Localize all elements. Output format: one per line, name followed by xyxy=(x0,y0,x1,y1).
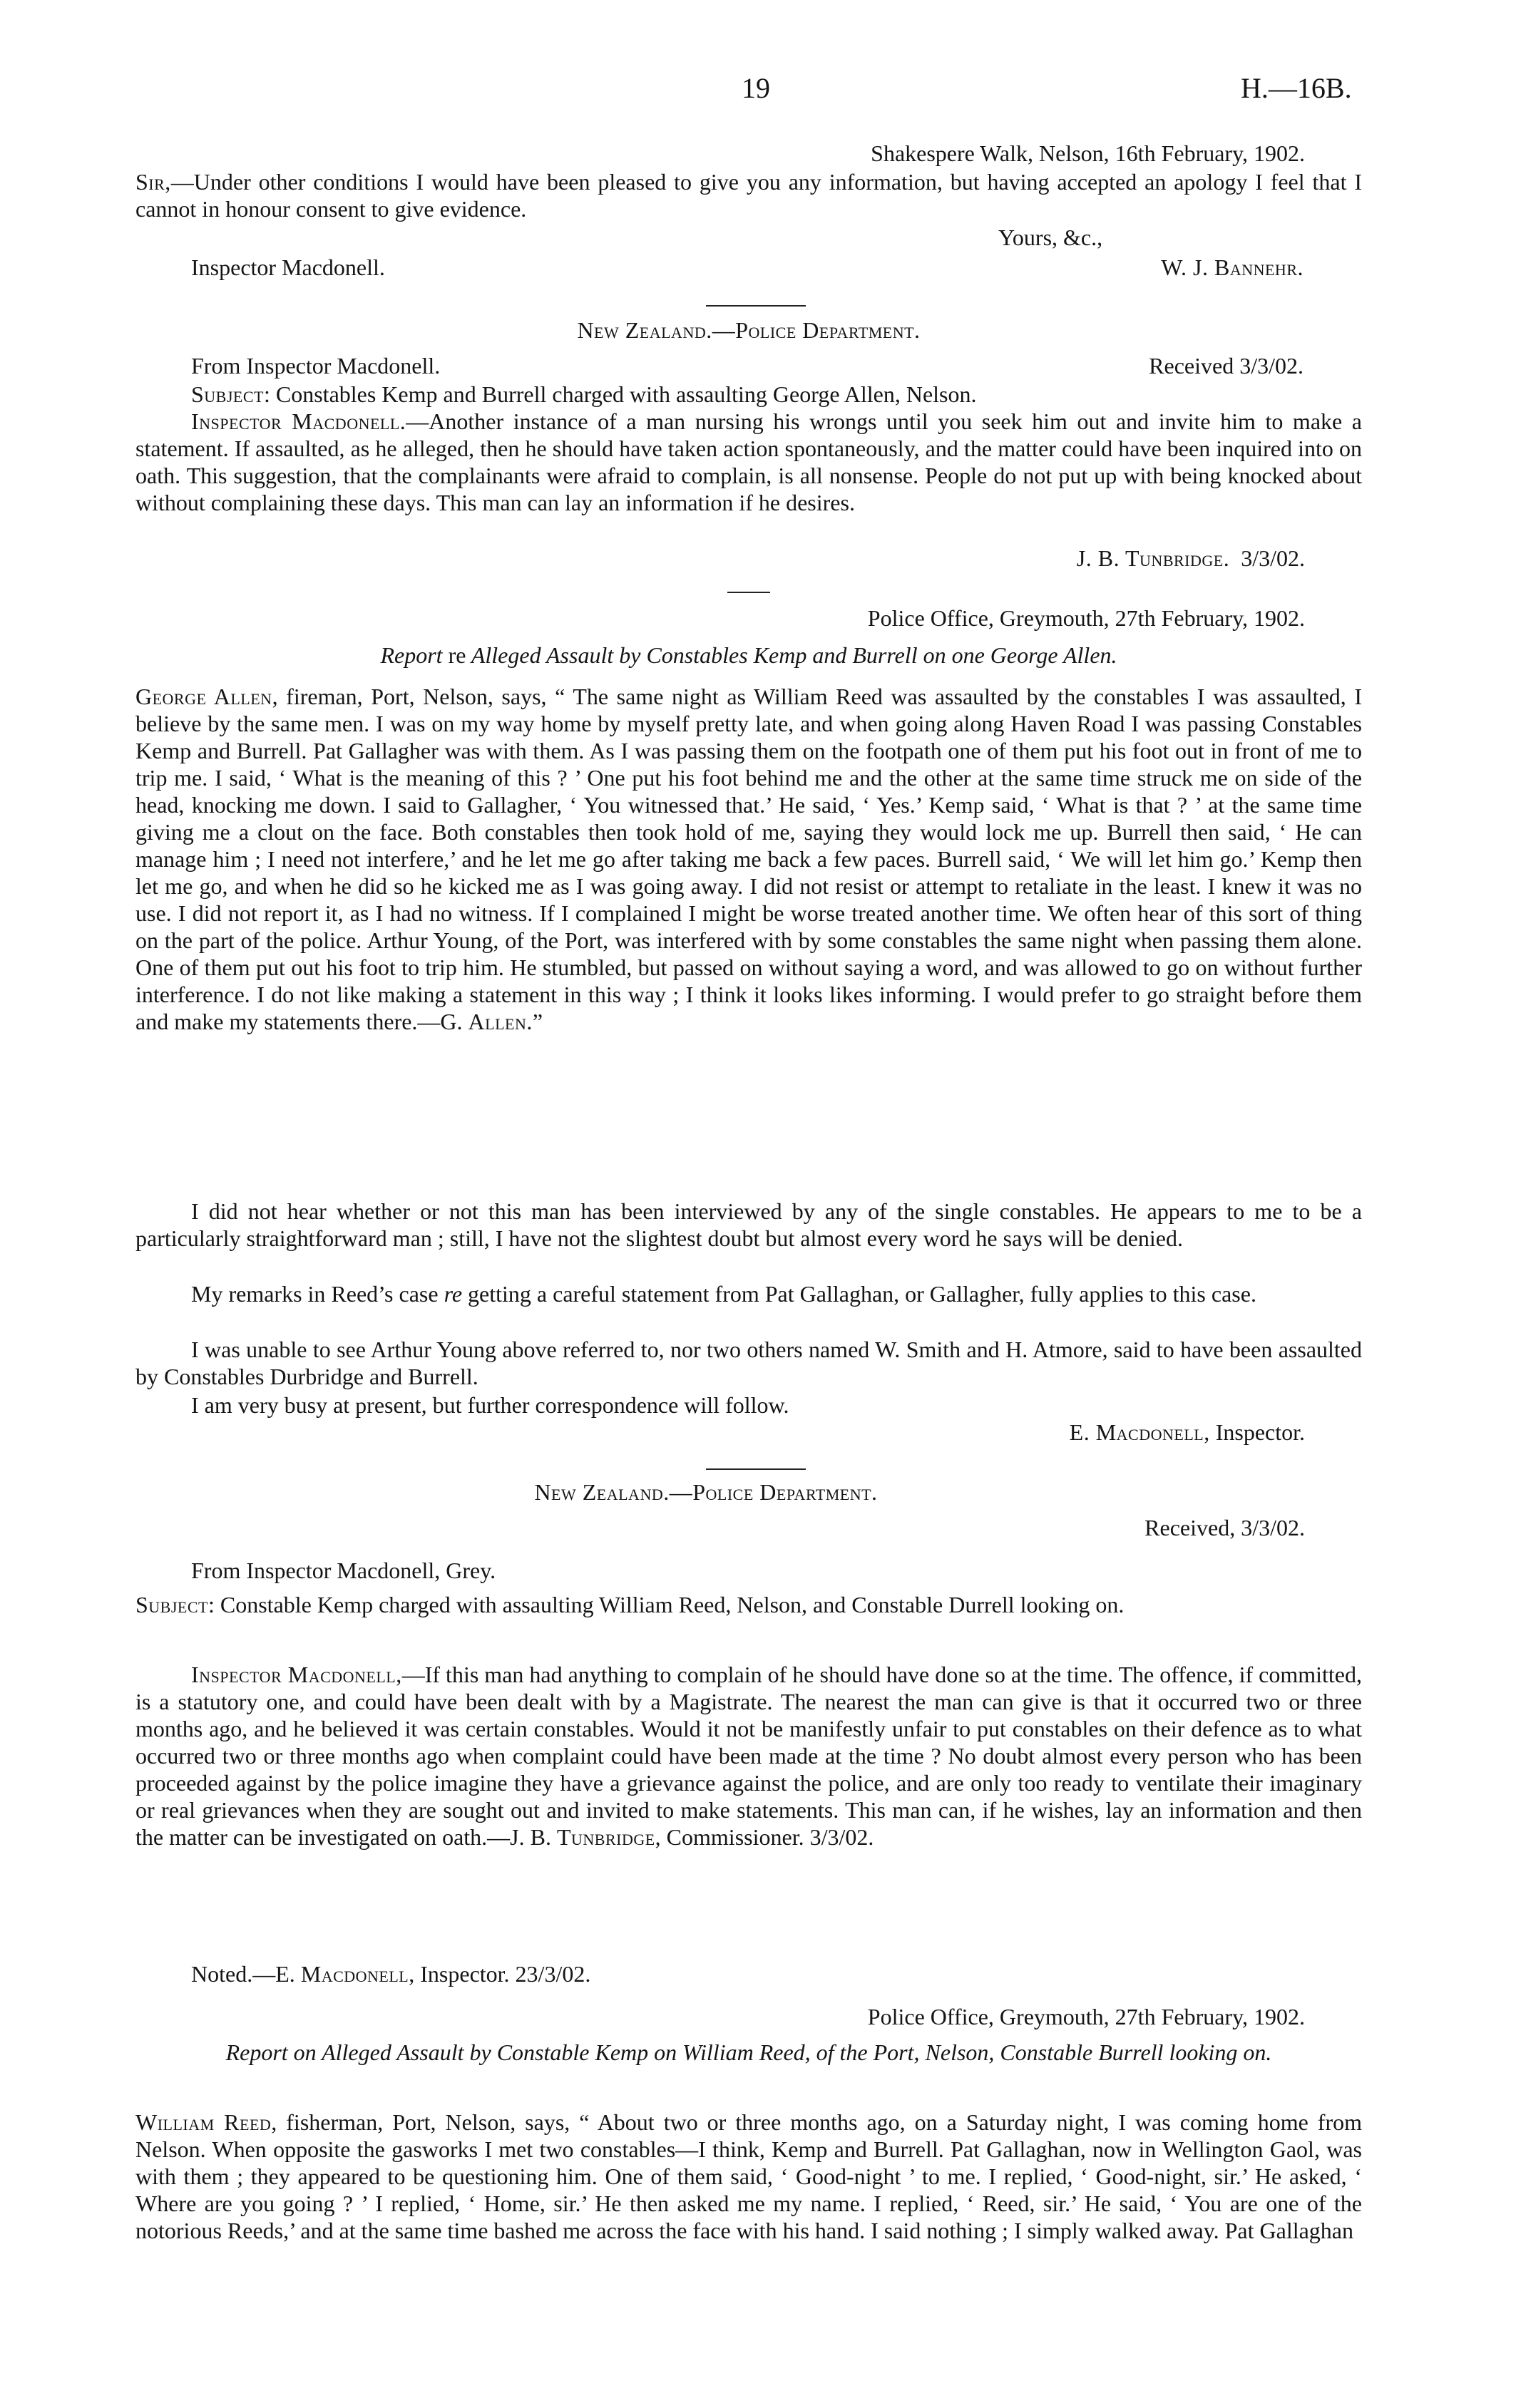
report1-para3: My remarks in Reed’s case re getting a careful statement from Pat Gallaghan, or Gallagher, fully applies to this case. xyxy=(191,1281,1256,1307)
witness-name: William Reed xyxy=(135,2109,272,2135)
memo1-signature-row xyxy=(135,545,1305,572)
memo2-noted: Noted.—E. Macdonell, Inspector. 23/3/02. xyxy=(191,1961,591,1987)
memo1-signature: J. B. Tunbridge. xyxy=(1076,545,1230,571)
letter1-closing: Yours, &c., xyxy=(998,225,1103,250)
divider xyxy=(727,592,770,593)
letter1-dateline: Shakespere Walk, Nelson, 16th February, 1902. xyxy=(871,140,1305,166)
memo1-body: Inspector Macdonell.—Another instance of a man nursing his wrongs until you seek him out and invite him to make a statement. If assaulted, as he alleged, then he should have taken action spontaneously, and the matter could have been inquired into on oath. This suggestion, that the complainants were afraid to complain, is all nonsense. People do not put up with being knocked about without complaining these days. This man can lay an information if he desires. xyxy=(135,408,1362,515)
memo2-from: From Inspector Macdonell, Grey. xyxy=(191,1558,496,1583)
report1-para5: I am very busy at present, but further correspondence will follow. xyxy=(191,1392,789,1418)
report2-statement: William Reed, fisherman, Port, Nelson, says, “ About two or three months ago, on a Saturday night, I was coming home from Nelson. When opposite the gasworks I met two constables—I think, Kemp and Burrell. Pat Gallaghan, now in Wellington Gaol, was with them ; they appeared to be questioning him. One of them said, ‘ Good-night ’ to me. I replied, ‘ Good-night, sir.’ He asked, ‘ Where are you going ? ’ I replied, ‘ Home, sir.’ He then asked me my name. I replied, ‘ Reed, sir.’ He said, ‘ You are one of the notorious Reeds,’ and at the same time bashed me across the face with his hand. I said nothing ; I simply walked away. Pat Gallaghan xyxy=(135,2109,1362,2243)
letter1-body: Sir,—Under other conditions I would have been pleased to give you any information, but having accepted an apology I feel that I cannot in honour consent to give evidence. xyxy=(135,169,1362,222)
memo2-body: Inspector Macdonell,—If this man had anything to complain of he should have done so at the time. The offence, if committed, is a statutory one, and could have been dealt with by a Magistrate. The nearest the man can give is that it occurred two or three months ago, and he believed it was certain constables. Would it not be manifestly unfair to put constables on their defence as to what occurred two or three months ago when complaint could have been made at the time ? No doubt almost every person who has been proceeded against by the police imagine they have a grievance against the police, and are only too ready to ventilate their imaginary or real grievances when they are sought out and invited to make statements. This man can, if he wishes, lay an information and then the matter can be investigated on oath.—J. B. Tunbridge, Commissioner. 3/3/02. xyxy=(135,1662,1362,1850)
letter1-signature: W. J. Bannehr. xyxy=(1161,254,1304,280)
report1-title: Report re Alleged Assault by Constables Kemp and Burrell on one George Allen. xyxy=(380,642,1117,668)
document-code: H.—16B. xyxy=(1241,72,1352,104)
memo1-speaker: Inspector Macdonell. xyxy=(191,408,406,434)
report1-signature-row: E. Macdonell, Inspector. xyxy=(1069,1419,1305,1445)
report1-statement: George Allen, fireman, Port, Nelson, says, “ The same night as William Reed was assaulted by the constables I was assaulted, I believe by the same men. I was on my way home by myself pretty late, and when going along Haven Road I was passing Constables Kemp and Burrell. Pat Gallagher was with them. As I was passing them on the footpath one of them put his foot out in front of me to trip me. I said, ‘ What is the meaning of this ? ’ One put his foot behind me and the other at the same time struck me on side of the head, knocking me down. I said to Gallagher, ‘ You witnessed that.’ He said, ‘ Yes.’ Kemp said, ‘ What is that ? ’ at the same time giving me a clout on the face. Both constables then took hold of me, saying they would lock me up. Burrell then said, ‘ He can manage him ; I need not interfere,’ and he let me go after taking me back a few paces. Burrell said, ‘ We will let him go.’ Kemp then let me go, and when he did so he kicked me as I was going away. I did not resist or attempt to retaliate in the least. I knew it was no use. I did not report it, as I had no witness. If I complained I might be worse treated another time. We often hear of this sort of thing on the part of the police. Arthur Young, of the Port, was interfered with by some constables the same night when passing them alone. One of them put out his foot to trip him. He stumbled, but passed on without saying a word, and was allowed to go on without further interference. I do not like making a statement in this way ; I think it looks likes informing. I would prefer to go straight before them and make my statements there.—G. Allen.” xyxy=(135,684,1363,1034)
memo1-heading: New Zealand.—Police Department. xyxy=(577,317,921,343)
witness-name: George Allen xyxy=(135,684,272,709)
divider xyxy=(706,305,806,307)
memo2-heading: New Zealand.—Police Department. xyxy=(534,1479,878,1505)
report1-signature: E. Macdonell, xyxy=(1069,1419,1210,1445)
page-number: 19 xyxy=(742,72,770,104)
report2-dateline: Police Office, Greymouth, 27th February, 1902. xyxy=(867,2004,1305,2029)
report1-para4: I was unable to see Arthur Young above referred to, nor two others named W. Smith and H. Atmore, said to have been assaulted by Constables Durbridge and Burrell. xyxy=(135,1337,1362,1389)
report1-dateline: Police Office, Greymouth, 27th February, 1902. xyxy=(867,605,1305,631)
divider xyxy=(706,1468,806,1470)
memo1-received: Received 3/3/02. xyxy=(1149,353,1304,379)
letter1-addressee: Inspector Macdonell. xyxy=(191,254,385,280)
page-header xyxy=(0,71,1516,114)
memo2-subject: Subject: Constable Kemp charged with assaulting William Reed, Nelson, and Constable Durrell looking on. xyxy=(135,1592,1125,1617)
salutation: Sir, xyxy=(135,169,171,195)
memo1-from-row xyxy=(191,352,1304,379)
memo1-subject: Subject: Constables Kemp and Burrell charged with assaulting George Allen, Nelson. xyxy=(191,381,977,407)
memo1-sig-date: 3/3/02. xyxy=(1241,545,1305,571)
memo2-speaker: Inspector Macdonell, xyxy=(191,1662,402,1687)
memo1-from: From Inspector Macdonell. xyxy=(191,353,441,379)
memo2-received: Received, 3/3/02. xyxy=(1144,1515,1305,1540)
report2-title: Report on Alleged Assault by Constable Kemp on William Reed, of the Port, Nelson, Constable Burrell looking on. xyxy=(225,2039,1272,2065)
letter1-signoff-row xyxy=(191,254,1304,281)
report1-para2: I did not hear whether or not this man has been interviewed by any of the single constables. He appears to me to be a particularly straightforward man ; still, I have not the slightest doubt but almost every word he says will be denied. xyxy=(135,1198,1362,1251)
